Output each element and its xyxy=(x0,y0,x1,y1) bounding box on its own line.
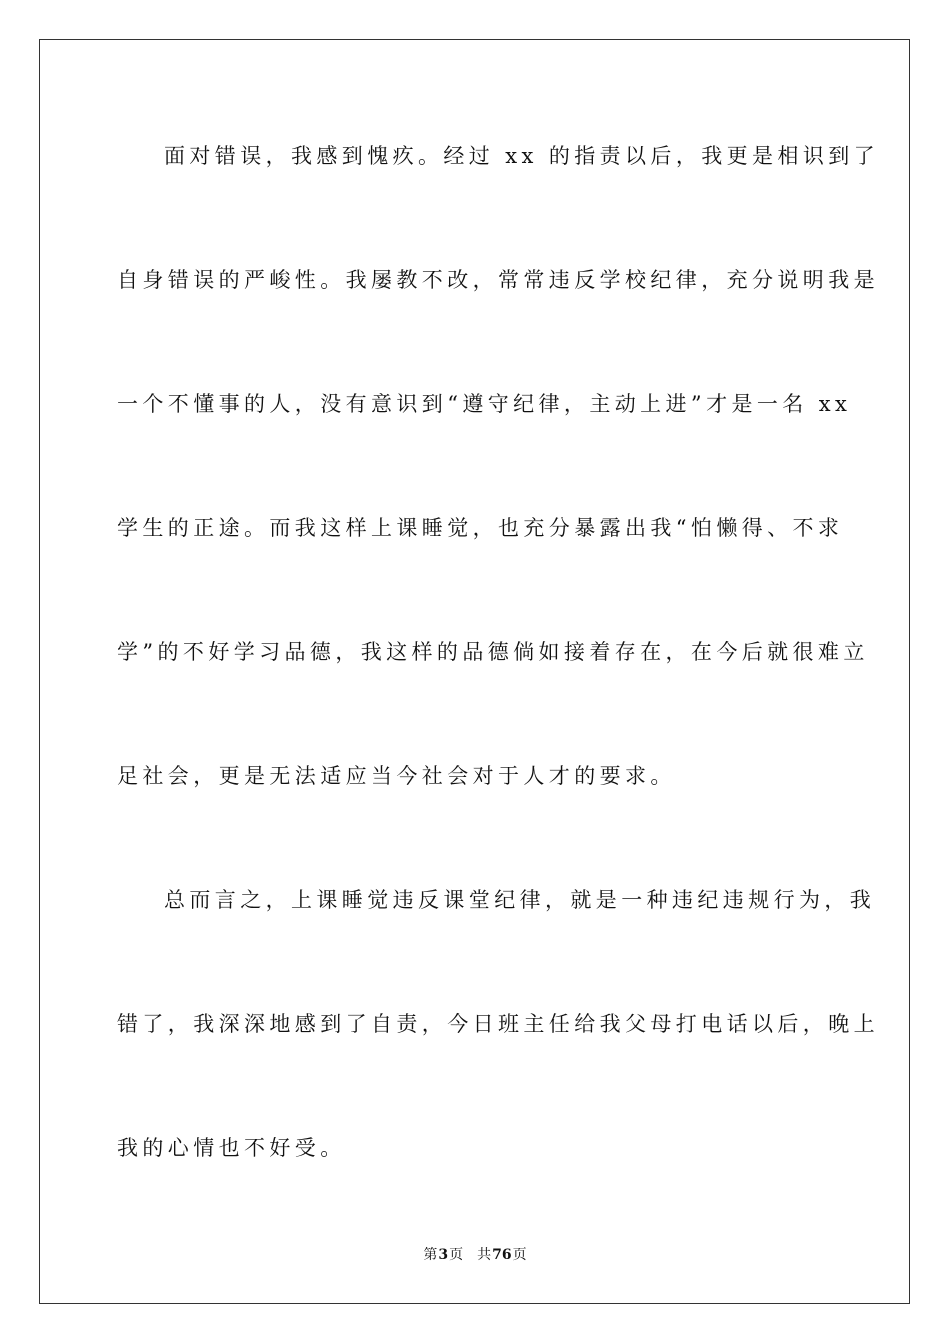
paragraph-2 xyxy=(117,869,879,1179)
page-footer xyxy=(0,1245,950,1265)
paragraph-line: 总而言之，上课睡觉违反课堂纪律，就是一种违纪违规行为，我 xyxy=(164,888,876,912)
paragraph-line: 学生的正途。而我这样上课睡觉，也充分暴露出我“怕懒得、不求 xyxy=(117,516,844,540)
paragraph-line: 自身错误的严峻性。我屡教不改，常常违反学校纪律，充分说明我是 xyxy=(117,268,879,292)
paragraph-line: 面对错误，我感到愧疚。经过 xx 的指责以后，我更是相识到了 xyxy=(164,144,880,168)
paragraph-line: 一个不懂事的人，没有意识到“遵守纪律，主动上进”才是一名 xx xyxy=(117,392,852,416)
total-pages: 76 xyxy=(492,1247,512,1263)
total-suffix: 页 xyxy=(512,1247,527,1263)
paragraph-line: 错了，我深深地感到了自责，今日班主任给我父母打电话以后，晚上 xyxy=(117,1012,879,1036)
paragraph-line: 我的心情也不好受。 xyxy=(117,1136,346,1160)
page-number: 3 xyxy=(438,1247,449,1263)
paragraph-1 xyxy=(117,125,880,869)
paragraph-line: 学”的不好学习品德，我这样的品德倘如接着存在，在今后就很难立 xyxy=(117,640,869,664)
page-suffix: 页 xyxy=(449,1247,464,1263)
page-prefix: 第 xyxy=(423,1247,438,1263)
total-prefix: 共 xyxy=(477,1247,492,1263)
paragraph-line: 足社会，更是无法适应当今社会对于人才的要求。 xyxy=(117,764,676,788)
document-body xyxy=(117,125,880,1179)
